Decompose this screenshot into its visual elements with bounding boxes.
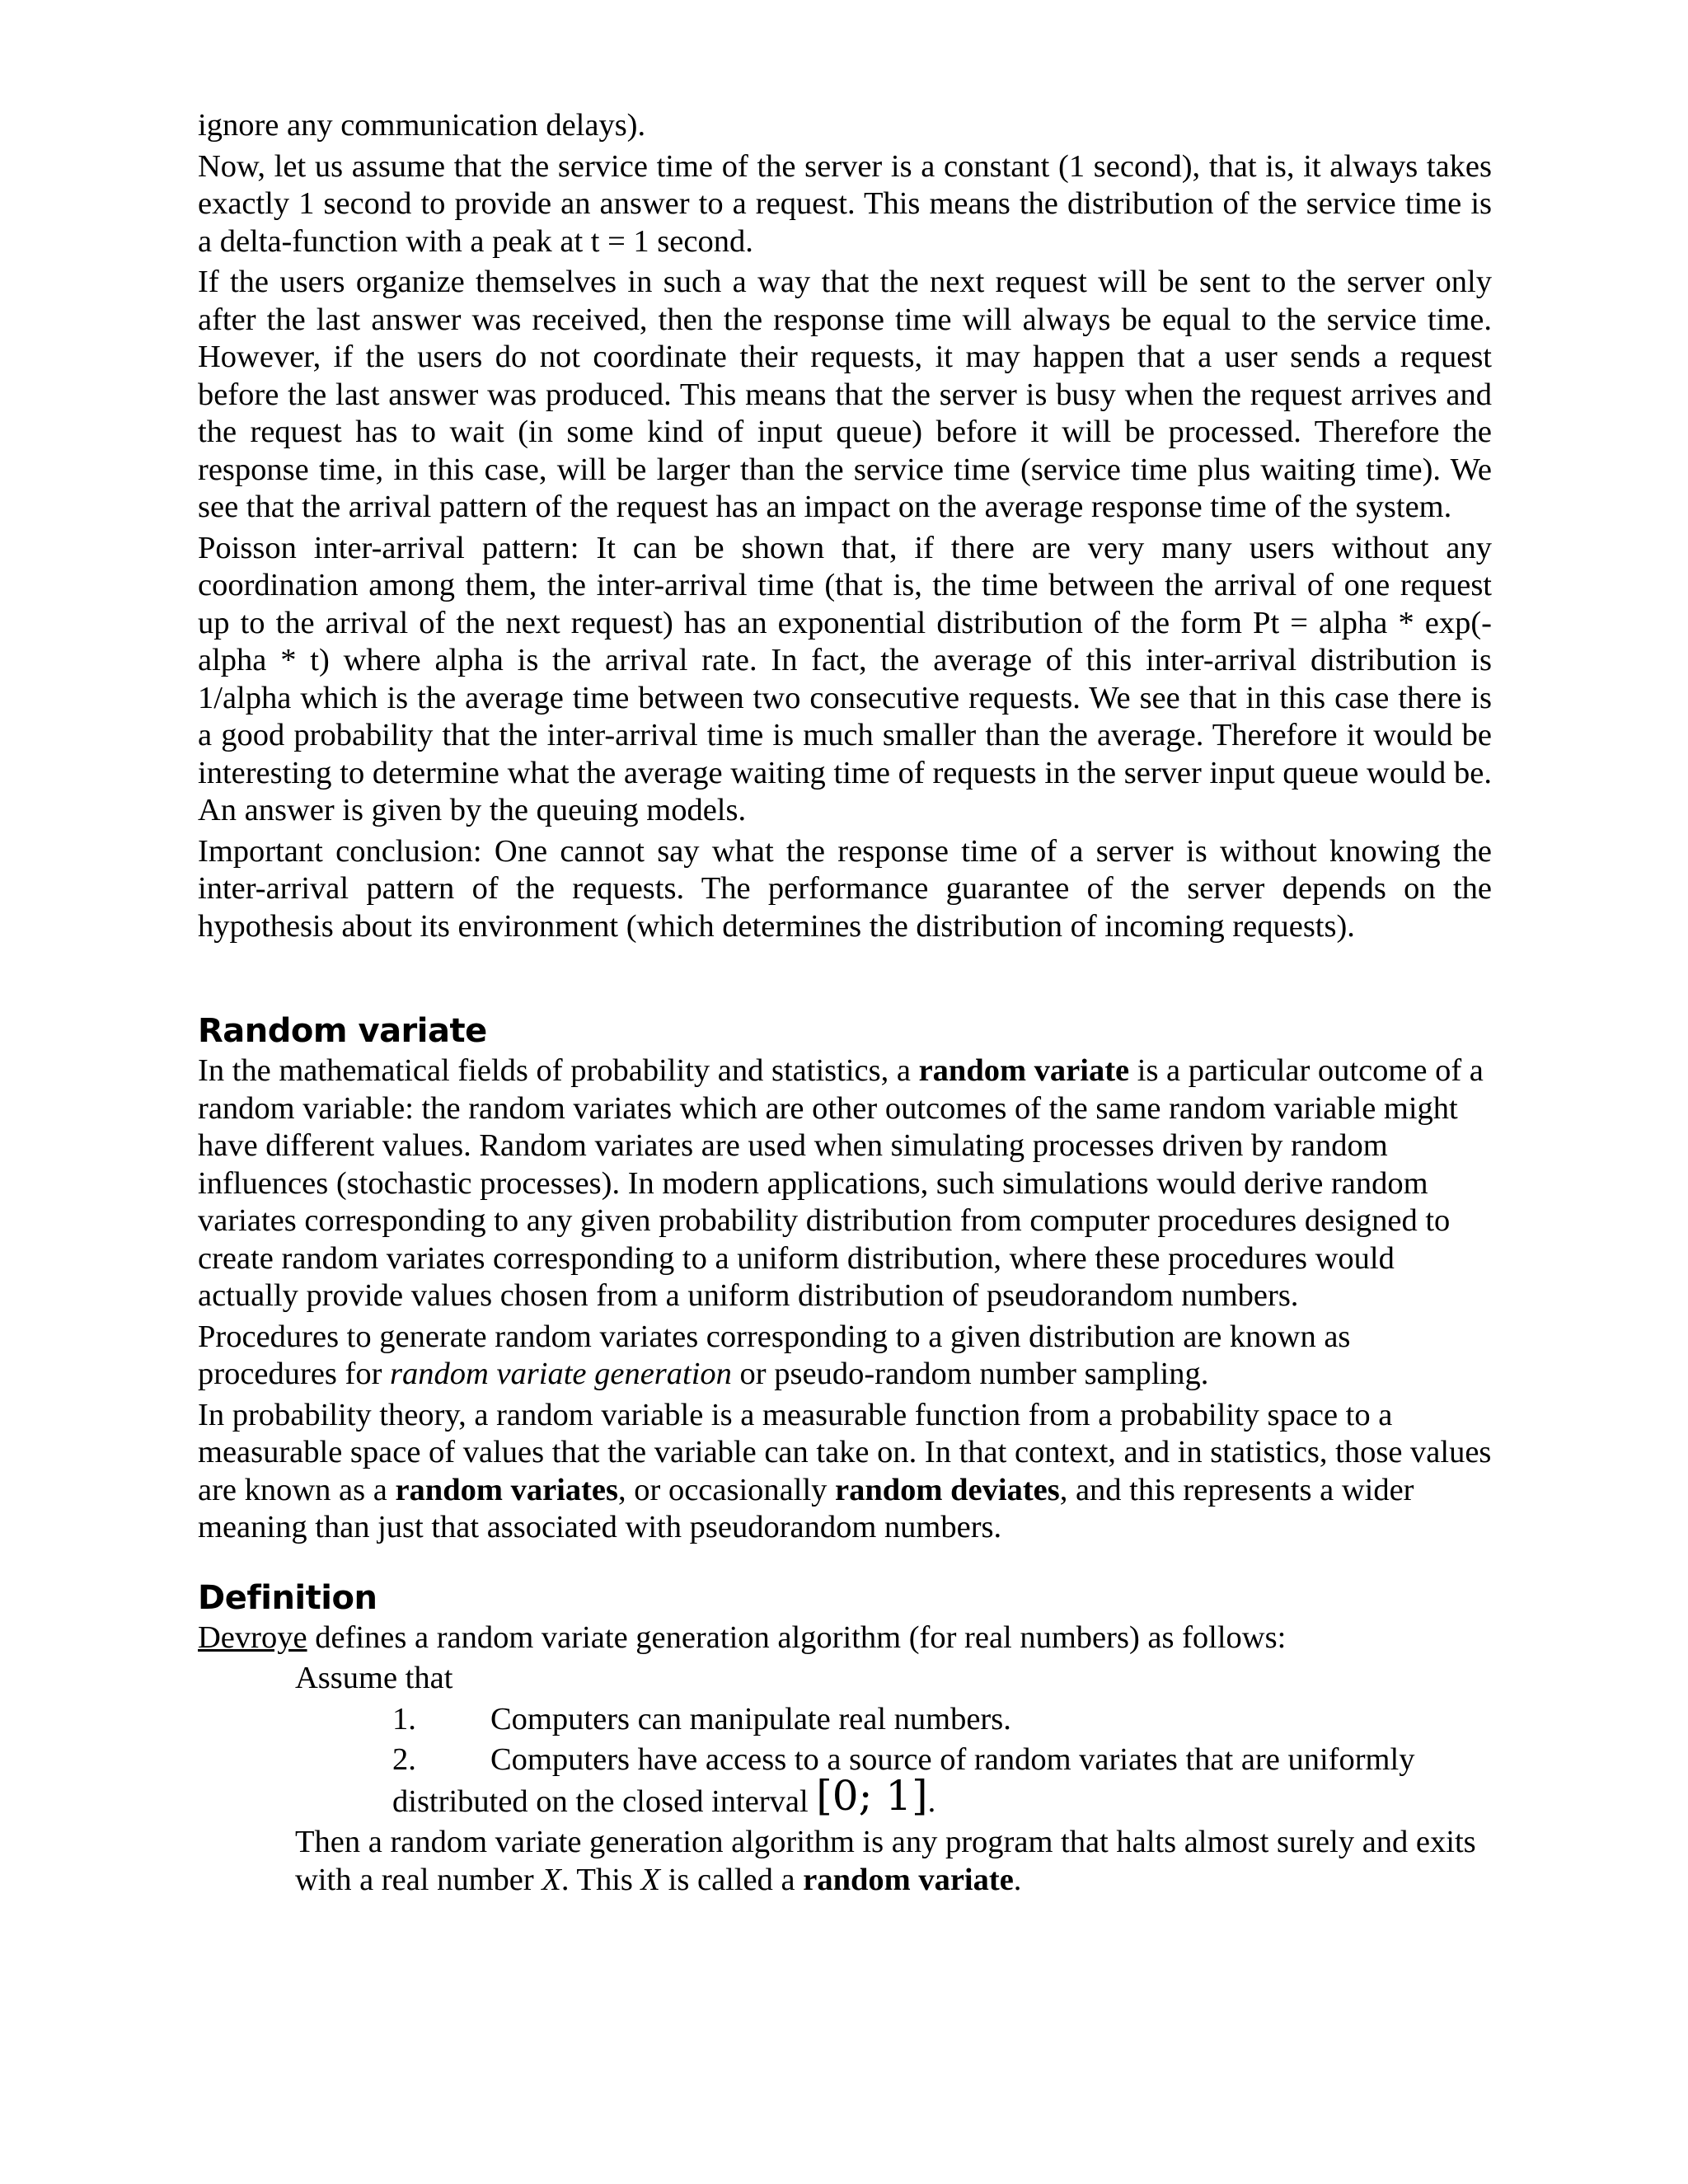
bold-term: random deviates	[835, 1472, 1060, 1507]
heading-random-variate: Random variate	[198, 1012, 487, 1050]
list-number: 1.	[392, 1701, 416, 1736]
text: or pseudo-random number sampling.	[731, 1357, 1209, 1391]
paragraph-probability-theory	[198, 1397, 1492, 1547]
paragraph-procedures	[198, 1319, 1492, 1394]
list-text: Computers have access to a source of random variates that are uniformly	[490, 1742, 1415, 1777]
paragraph-random-variate-intro	[198, 1052, 1492, 1315]
text: .	[1013, 1862, 1022, 1897]
paragraph-service-time: Now, let us assume that the service time of the server is a constant (1 second), that is, it always takes exactly 1 second to provide an answer to a request. This means the distribution of the service time is a delta-function with a peak at t = 1 second.	[198, 148, 1492, 259]
text: defines a random variate generation algorithm (for real numbers) as follows:	[307, 1619, 1287, 1655]
text: In the mathematical fields of probability and statistics, a	[198, 1053, 919, 1088]
text: is called a	[660, 1862, 804, 1897]
list-text: Computers can manipulate real numbers.	[490, 1701, 1011, 1736]
text: , or occasionally	[618, 1472, 836, 1507]
variable-x: X	[640, 1862, 661, 1897]
paragraph-then	[295, 1824, 1492, 1899]
text: .	[927, 1783, 936, 1819]
text: In probability theory, a random variable is a measurable function from a probability space to a measurable space of values that the variable can take on. In that context, and in statistics, those values are known as a	[198, 1397, 1492, 1507]
heading-definition: Definition	[198, 1578, 377, 1617]
variable-x: X	[542, 1862, 561, 1897]
text: Procedures to generate random variates corresponding to a given distribution are known as procedures for	[198, 1319, 1351, 1391]
list-item	[392, 1701, 1492, 1739]
paragraph-conclusion: Important conclusion: One cannot say what the response time of a server is without knowing the inter-arrival pattern of the requests. The performance guarantee of the server depends on the hypothesis about its environment (which determines the distribution of incoming requests).	[198, 833, 1492, 944]
devroye-link[interactable]: Devroye	[198, 1619, 307, 1655]
bold-term: random variate	[918, 1053, 1130, 1088]
bold-term: random variates	[395, 1472, 619, 1507]
italic-term: random variate generation	[390, 1357, 732, 1391]
text: Then a random variate generation algorithm is any program that halts almost surely and exits with a real number	[295, 1825, 1476, 1897]
list-number: 2.	[392, 1742, 416, 1777]
bold-term: random variate	[803, 1862, 1014, 1897]
list-item	[392, 1741, 1492, 1821]
interval-formula: [0; 1]	[816, 1771, 928, 1820]
paragraph-definition-intro	[198, 1619, 1492, 1657]
text: , and this represents a wider meaning than just that associated with pseudorandom numbers.	[198, 1472, 1414, 1544]
paragraph-continuation: ignore any communication delays).	[198, 108, 646, 143]
paragraph-poisson: Poisson inter-arrival pattern: It can be shown that, if there are very many users without any coordination among them, the inter-arrival time (that is, the time between the arrival of one request up to the arrival of the next request) has an exponential distribution of the form Pt = alpha * exp(- alpha * t) where alpha is the arrival rate. In fact, the average of this inter-arrival distribution is 1/alpha which is the average time between two consecutive requests. We see that in this case there is a good probability that the inter-arrival time is much smaller than the average. Therefore it would be interesting to determine what the average waiting time of requests in the server input queue would be. An answer is given by the queuing models.	[198, 530, 1492, 827]
text: is a particular outcome of a random variable: the random variates which are other outcomes of the same random variable might have different values. Random variates are used when simulating processes driven by random influences (stochastic processes). In modern applications, such simulations would derive random variates corresponding to any given probability distribution from computer procedures designed to create random variates corresponding to a uniform distribution, where these procedures would actually provide values chosen from a uniform distribution of pseudorandom numbers.	[198, 1053, 1484, 1313]
text: . This	[560, 1862, 641, 1897]
document-page	[198, 107, 1492, 1899]
paragraph-coordination: If the users organize themselves in such a way that the next request will be sent to the server only after the last answer was received, then the response time will always be equal to the service time. However, if the users do not coordinate their requests, it may happen that a user sends a request before the last answer was produced. This means that the server is busy when the request arrives and the request has to wait (in some kind of input queue) before it will be processed. Therefore the response time, in this case, will be larger than the service time (service time plus waiting time). We see that the arrival pattern of the request has an impact on the average response time of the system.	[198, 265, 1492, 524]
list-text: distributed on the closed interval	[392, 1783, 817, 1819]
assume-line: Assume that	[295, 1661, 453, 1695]
